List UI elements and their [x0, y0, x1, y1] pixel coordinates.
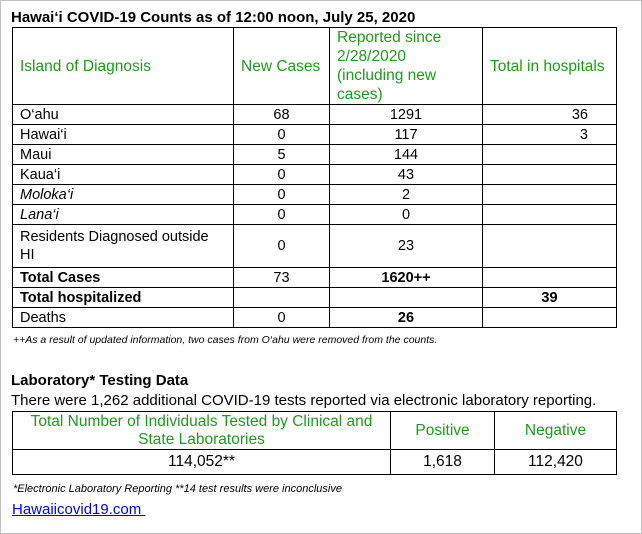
- deaths-reported: 26: [330, 308, 483, 328]
- positive-value: 1,618: [391, 450, 495, 475]
- total-hospitalized-label: Total hospitalized: [13, 288, 234, 308]
- hospital-count: [483, 165, 617, 185]
- page-title: Hawai‘i COVID-19 Counts as of 12:00 noon, July 25, 2020: [11, 9, 416, 26]
- lab-footnote: *Electronic Laboratory Reporting **14 test results were inconclusive: [13, 483, 342, 495]
- island-name: Hawai‘i: [13, 125, 234, 145]
- new-cases: 0: [234, 225, 330, 268]
- negative-value: 112,420: [495, 450, 617, 475]
- empty-cell: [483, 308, 617, 328]
- hospital-count: 36: [483, 105, 617, 125]
- counts-footnote: ++As a result of updated information, two cases from O‘ahu were removed from the counts.: [13, 334, 438, 346]
- table-row: [13, 225, 617, 268]
- hospital-count: [483, 205, 617, 225]
- reported-cases: 2: [330, 185, 483, 205]
- new-cases: 68: [234, 105, 330, 125]
- header-total-tested: Total Number of Individuals Tested by Clinical and State Laboratories: [13, 412, 391, 450]
- island-name: Kaua‘i: [13, 165, 234, 185]
- island-name: Maui: [13, 145, 234, 165]
- table-row: [13, 165, 617, 185]
- total-hospitalized-value: 39: [483, 288, 617, 308]
- deaths-label: Deaths: [13, 308, 234, 328]
- reported-cases: 144: [330, 145, 483, 165]
- table-row: [13, 185, 617, 205]
- island-name: Residents Diagnosed outside HI: [13, 225, 234, 268]
- covid-counts-table: [12, 27, 617, 328]
- table-row: [13, 145, 617, 165]
- new-cases: 0: [234, 205, 330, 225]
- hospital-count: [483, 145, 617, 165]
- header-reported: Reported since 2/28/2020 (including new cases): [330, 28, 483, 105]
- deaths-new: 0: [234, 308, 330, 328]
- reported-cases: 43: [330, 165, 483, 185]
- reported-cases: 0: [330, 205, 483, 225]
- table-row: [13, 205, 617, 225]
- table-row: [13, 125, 617, 145]
- island-name: O‘ahu: [13, 105, 234, 125]
- empty-cell: [330, 288, 483, 308]
- lab-heading: Laboratory* Testing Data: [11, 372, 189, 389]
- island-name: Moloka‘i: [13, 185, 234, 205]
- new-cases: 0: [234, 185, 330, 205]
- header-new-cases: New Cases: [234, 28, 330, 105]
- header-positive: Positive: [391, 412, 495, 450]
- deaths-row: [13, 308, 617, 328]
- lab-description: There were 1,262 additional COVID-19 tests reported via electronic laboratory reporting.: [11, 392, 597, 409]
- header-hospitals: Total in hospitals: [483, 28, 617, 105]
- header-negative: Negative: [495, 412, 617, 450]
- new-cases: 0: [234, 125, 330, 145]
- new-cases: 0: [234, 165, 330, 185]
- reported-cases: 117: [330, 125, 483, 145]
- hospital-count: [483, 185, 617, 205]
- total-cases-row: [13, 268, 617, 288]
- empty-cell: [483, 268, 617, 288]
- total-tested-value: 114,052**: [13, 450, 391, 475]
- empty-cell: [234, 288, 330, 308]
- hospital-count: 3: [483, 125, 617, 145]
- lab-testing-table: [12, 411, 617, 475]
- lab-header-row: [13, 412, 617, 450]
- total-reported-cases: 1620++: [330, 268, 483, 288]
- reported-cases: 23: [330, 225, 483, 268]
- table-row: [13, 105, 617, 125]
- total-cases-label: Total Cases: [13, 268, 234, 288]
- reported-cases: 1291: [330, 105, 483, 125]
- total-new-cases: 73: [234, 268, 330, 288]
- total-hospitalized-row: [13, 288, 617, 308]
- hospital-count: [483, 225, 617, 268]
- new-cases: 5: [234, 145, 330, 165]
- header-island: Island of Diagnosis: [13, 28, 234, 105]
- island-name: Lana‘i: [13, 205, 234, 225]
- website-link[interactable]: Hawaiicovid19.com: [12, 501, 146, 518]
- lab-values-row: [13, 450, 617, 475]
- counts-header-row: [13, 28, 617, 105]
